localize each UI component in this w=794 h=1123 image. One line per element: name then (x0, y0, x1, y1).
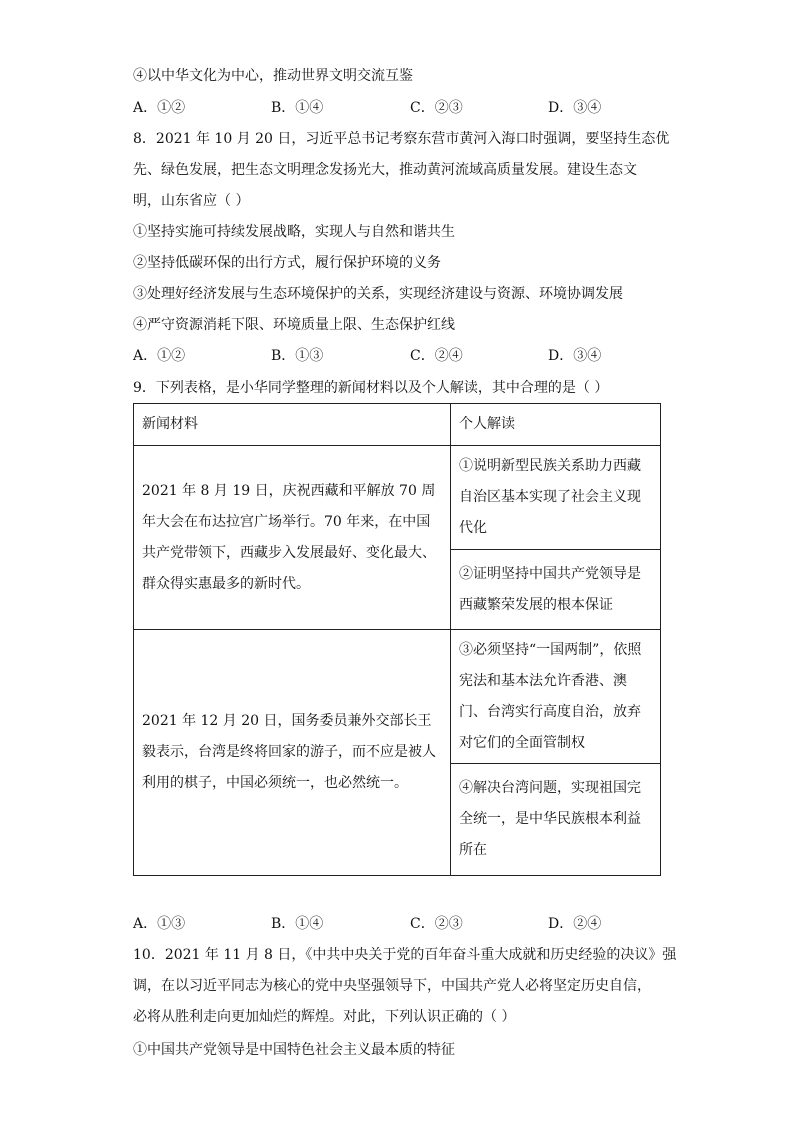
news-cell-taiwan (134, 630, 451, 876)
q9-option-a[interactable]: A．①③ (133, 916, 186, 932)
news-text-tibet: 2021 年 8 月 19 日，庆祝西藏和平解放 70 周年大会在布达拉宫广场举行。70 年来，在中国共产党带领下，西藏步入发展最好、变化最大、群众得实惠最多的新时代。 (142, 482, 436, 592)
table-row (134, 630, 661, 764)
news-text-taiwan: 2021 年 12 月 20 日，国务委员兼外交部长王毅表示，台湾是终将回家的游子，而不应是被人利用的棋子，中国必须统一，也必然统一。 (142, 713, 436, 791)
q8-item-4: ④严守资源消耗下限、环境质量上限、生态保护红线 (133, 317, 455, 333)
q7-options (133, 98, 653, 118)
q8-item-3: ③处理好经济发展与生态环境保护的关系，实现经济建设与资源、环境协调发展 (133, 286, 623, 302)
q8-option-b[interactable]: B．①③ (271, 348, 324, 364)
q8-stem-line-2: 先、绿色发展，把生态文明理念发扬光大，推动黄河流域高质量发展。建设生态文 (133, 162, 637, 178)
interp-text-2: ②证明坚持中国共产党领导是西藏繁荣发展的根本保证 (459, 565, 641, 613)
table-header-row (134, 404, 661, 446)
q9-news-table (133, 403, 661, 876)
interp-cell-4 (451, 764, 661, 876)
header-news-material: 新闻材料 (134, 404, 451, 446)
q8-options (133, 346, 653, 366)
q7-option-a[interactable]: A．①② (133, 100, 186, 116)
q8-option-d[interactable]: D．③④ (548, 348, 602, 364)
q7-item-4: ④以中华文化为中心，推动世界文明交流互鉴 (133, 68, 413, 84)
q7-option-c[interactable]: C．②③ (410, 100, 463, 116)
q10-stem-line-1: 10．2021 年 11 月 8 日，《中共中央关于党的百年奋斗重大成就和历史经验的决议》强 (133, 947, 677, 963)
interp-text-1: ①说明新型民族关系助力西藏自治区基本实现了社会主义现代化 (459, 458, 641, 536)
q7-option-d[interactable]: D．③④ (548, 100, 602, 116)
q10-stem-line-3: 必将从胜利走向更加灿烂的辉煌。对此，下列认识正确的（ ） (133, 1009, 516, 1025)
q8-option-a[interactable]: A．①② (133, 348, 186, 364)
interp-text-4: ④解决台湾问题，实现祖国完全统一，是中华民族根本利益所在 (459, 780, 641, 858)
table-row (134, 446, 661, 550)
q8-item-1: ①坚持实施可持续发展战略，实现人与自然和谐共生 (133, 224, 455, 240)
q8-stem-line-1: 8．2021 年 10 月 20 日，习近平总书记考察东营市黄河入海口时强调，要坚持生态优 (133, 131, 670, 147)
q8-option-c[interactable]: C．②④ (410, 348, 463, 364)
news-cell-tibet (134, 446, 451, 630)
q9-option-b[interactable]: B．①④ (271, 916, 324, 932)
q9-option-d[interactable]: D．②④ (548, 916, 602, 932)
interp-text-3: ③必须坚持“一国两制”，依照宪法和基本法允许香港、澳门、台湾实行高度自治，放弃对它们的全面管制权 (459, 641, 642, 751)
header-personal-interpretation: 个人解读 (451, 404, 661, 446)
q9-options (133, 914, 653, 934)
q10-item-1: ①中国共产党领导是中国特色社会主义最本质的特征 (133, 1042, 455, 1058)
q8-item-2: ②坚持低碳环保的出行方式，履行保护环境的义务 (133, 255, 441, 271)
q7-option-b[interactable]: B．①④ (271, 100, 324, 116)
interp-cell-3 (451, 630, 661, 764)
interp-cell-1 (451, 446, 661, 550)
interp-cell-2 (451, 550, 661, 630)
q9-stem: 9．下列表格，是小华同学整理的新闻材料以及个人解读，其中合理的是（ ） (133, 380, 609, 396)
q8-stem-line-3: 明，山东省应（ ） (133, 193, 250, 209)
q9-option-c[interactable]: C．②③ (410, 916, 463, 932)
q10-stem-line-2: 调，在以习近平同志为核心的党中央坚强领导下，中国共产党人必将坚定历史自信， (133, 978, 651, 994)
